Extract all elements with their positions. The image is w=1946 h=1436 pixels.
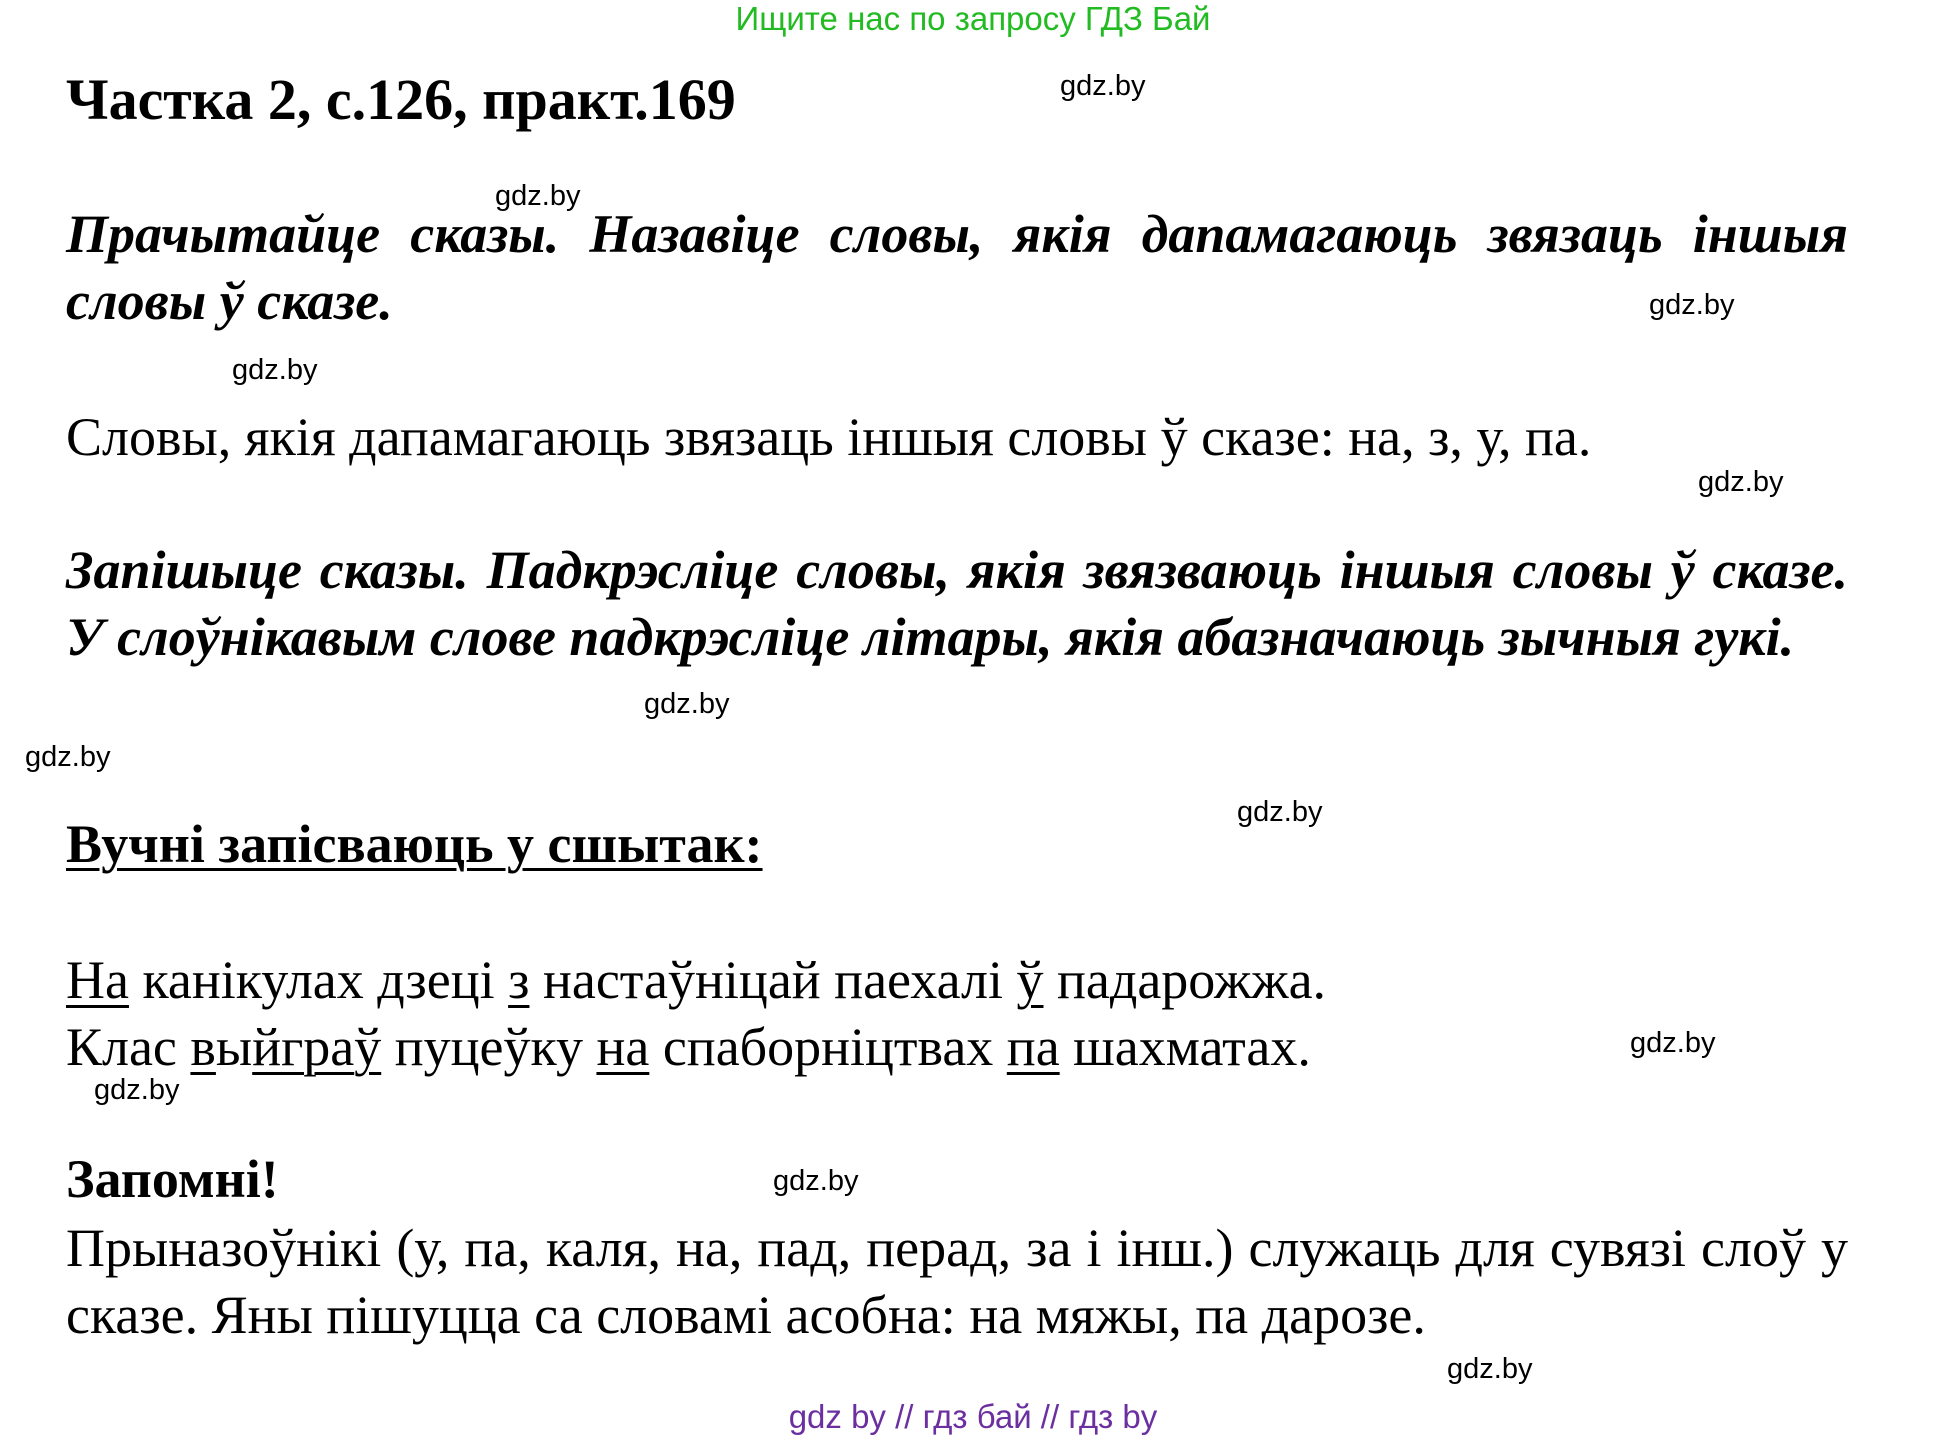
- preposition-word: па: [1006, 1017, 1060, 1077]
- preposition-word: ў: [1016, 950, 1044, 1010]
- notebook-heading: Вучні запісваюць у сшытак:: [66, 814, 763, 874]
- watermark: gdz.by: [773, 1165, 859, 1197]
- task-instruction-2: Запішыце сказы. Падкрэсліце словы, якія звязваюць іншыя словы ў сказе. У слоўнікавым слове падкрэсліце літары, якія абазначаюць зычныя гукі.: [66, 540, 1848, 667]
- watermark: gdz.by: [1630, 1027, 1716, 1059]
- watermark: gdz.by: [25, 741, 111, 773]
- answer-text: Словы, якія дапамагаюць звязаць іншыя словы ў сказе: на, з, у, па.: [66, 407, 1592, 467]
- consonant-letters: йгра: [252, 1017, 355, 1077]
- sentence-text: настаўніцай паехалі: [529, 950, 1017, 1010]
- watermark: gdz.by: [644, 688, 730, 720]
- watermark: gdz.by: [1649, 289, 1735, 321]
- preposition-word: на: [596, 1017, 650, 1077]
- sentence-text: канікулах дзеці: [128, 950, 509, 1010]
- preposition-word: з: [508, 950, 530, 1010]
- sentence-text: спаборніцтвах: [649, 1017, 1007, 1077]
- sentence-text: падарожжа.: [1043, 950, 1327, 1010]
- sentence-text: шахматах.: [1059, 1017, 1311, 1077]
- consonant-letter: в: [190, 1017, 216, 1077]
- watermark: gdz.by: [1447, 1353, 1533, 1385]
- notebook-sentence-1: [66, 947, 1326, 1014]
- page-title: Частка 2, с.126, практ.169: [66, 67, 736, 132]
- sentence-text: пуцеўку: [381, 1017, 597, 1077]
- watermark: gdz.by: [1060, 70, 1146, 102]
- sentence-text: ы: [215, 1017, 253, 1077]
- remember-heading: Запомні!: [66, 1149, 279, 1209]
- sentence-text: Клас: [66, 1017, 191, 1077]
- site-banner[interactable]: Ищите нас по запросу ГДЗ Бай: [735, 0, 1211, 37]
- watermark: gdz.by: [94, 1074, 180, 1106]
- watermark: gdz.by: [1698, 466, 1784, 498]
- watermark: gdz.by: [1237, 796, 1323, 828]
- watermark: gdz.by: [495, 180, 581, 212]
- preposition-word: На: [66, 950, 129, 1010]
- remember-text: Прыназоўнікі (у, па, каля, на, пад, перад, за і інш.) служаць для сувязі слоў у сказе. Яны пішуцца са словамі асобна: на мяжы, па дарозе.: [66, 1218, 1848, 1345]
- footer-links[interactable]: gdz by // гдз бай // гдз by: [788, 1398, 1158, 1435]
- consonant-letter: ў: [354, 1017, 382, 1077]
- notebook-sentence-2: [66, 1014, 1311, 1081]
- watermark: gdz.by: [232, 354, 318, 386]
- task-instruction-1: Прачытайце сказы. Назавіце словы, якія дапамагаюць звязаць іншыя словы ў сказе.: [66, 204, 1848, 331]
